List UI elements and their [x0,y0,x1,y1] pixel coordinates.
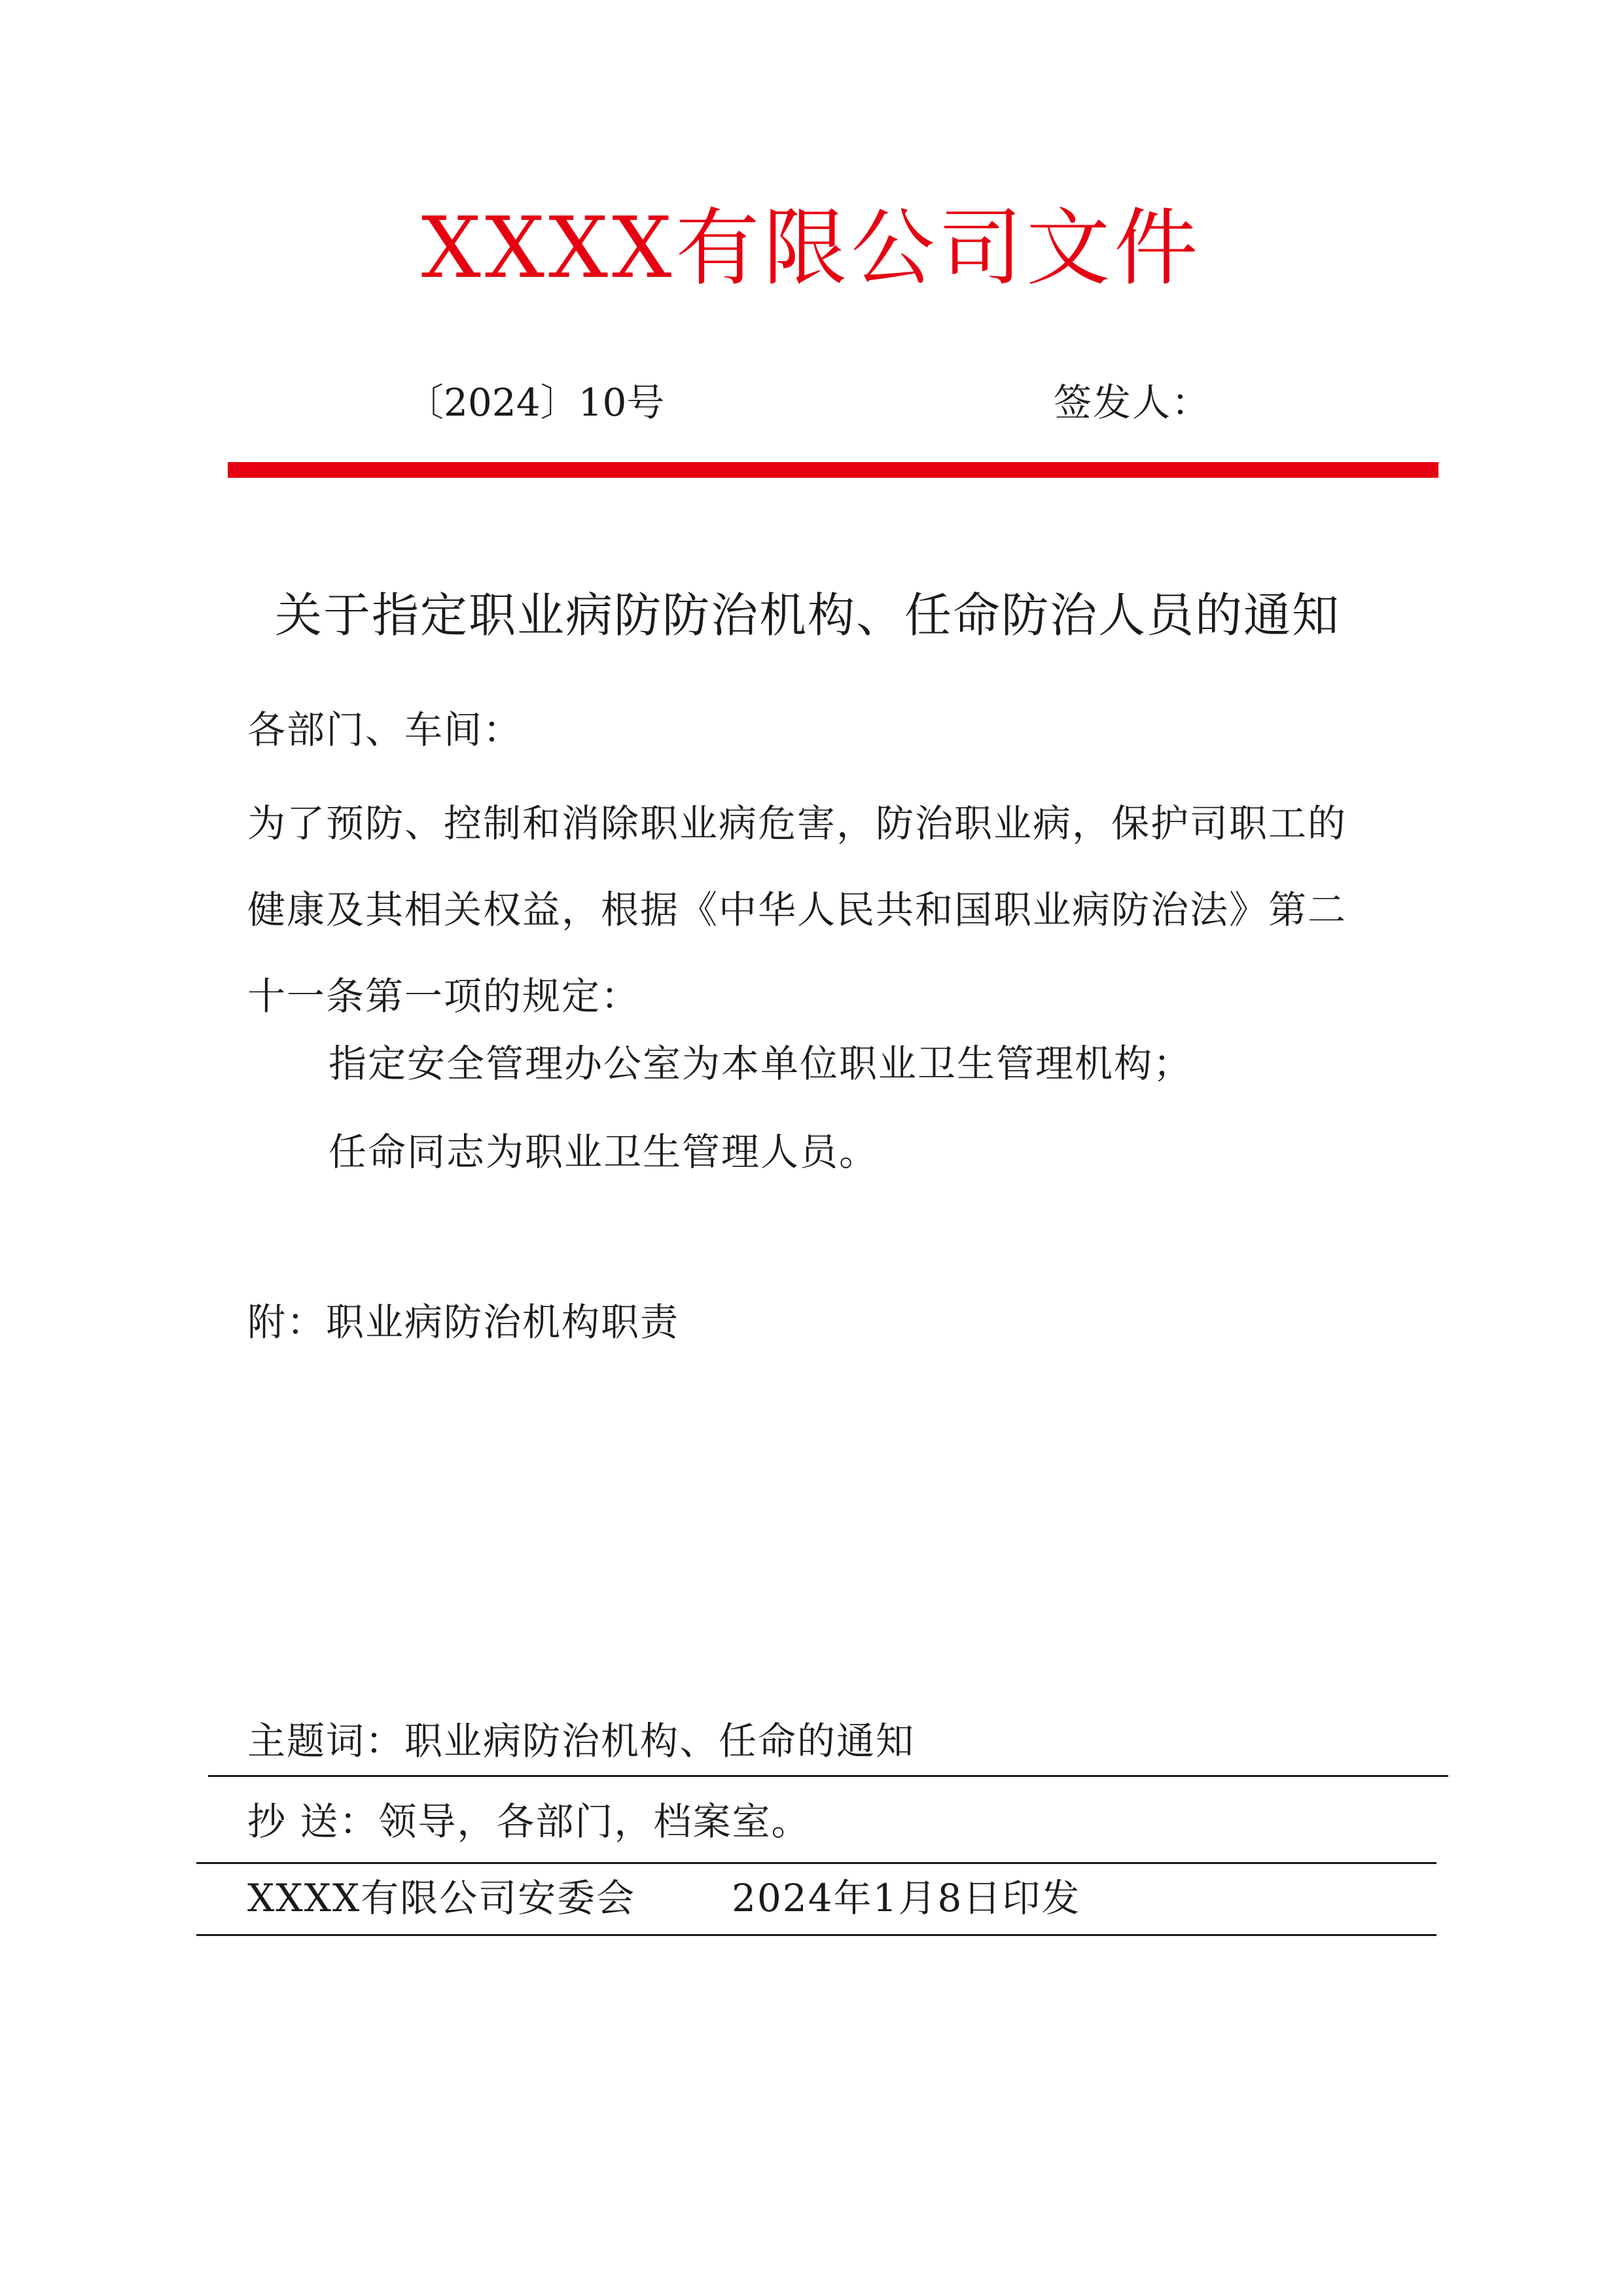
attachment-note: 附：职业病防治机构职责 [247,1300,680,1344]
footer-divider [196,1934,1436,1936]
header-red-divider [228,462,1438,478]
notice-body [247,780,1386,1039]
cc-line: 抄 送：领导，各部门，档案室。 [247,1799,811,1844]
body-line: 健康及其相关权益，根据《中华人民共和国职业病防治法》第二 [247,888,1347,932]
salutation: 各部门、车间： [247,708,523,752]
keywords-line: 主题词：职业病防治机构、任命的通知 [247,1719,916,1763]
body-line: 为了预防、控制和消除职业病危害，防治职业病，保护司职工的 [247,801,1347,846]
issue-date: 2024年1月8日印发 [732,1876,1081,1920]
footer-divider [208,1775,1448,1777]
notice-item: 任命同志为职业卫生管理人员。 [329,1130,879,1174]
notice-title: 关于指定职业病防防治机构、任命防治人员的通知 [275,588,1341,643]
signer-label: 签发人： [1054,380,1211,425]
footer-divider [196,1862,1436,1864]
issuer: XXXX有限公司安委会 [247,1876,636,1920]
document-number: 〔2024〕10号 [406,380,665,425]
notice-item: 指定安全管理办公室为本单位职业卫生管理机构； [329,1041,1193,1086]
body-line: 十一条第一项的规定： [247,974,641,1018]
document-header-title: XXXX有限公司文件 [421,200,1202,297]
